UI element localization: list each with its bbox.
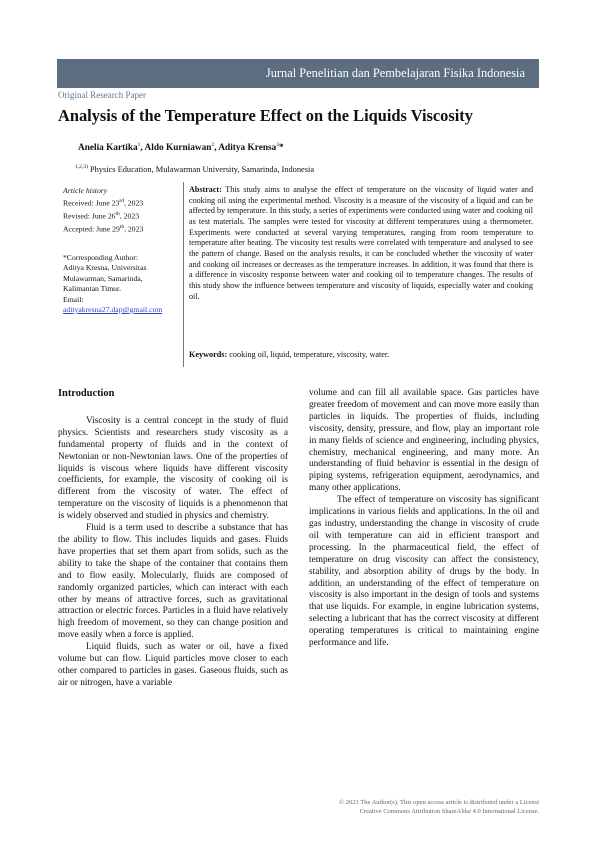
affiliation (75, 164, 314, 174)
paragraph: Fluid is a term used to describe a substance that has the ability to flow. This includes liquids and gases. Fluids have properties that set them apart from solids, such as the ability to take the shape of the container that contains them and to flow easily. Molecularly, fluids are composed of randomly organized particles, which can interact with each other by means of attractive forces, such as gravitational attraction or electric forces. Particles in a fluid have relatively high freedom of movement, so they can change position and move easily when a force is applied. (58, 523, 288, 641)
keywords (189, 350, 533, 359)
author-list (78, 142, 284, 153)
email-label: Email: (63, 294, 84, 304)
abstract-label: Abstract: (189, 185, 222, 194)
paragraph: The effect of temperature on viscosity has significant implications in various fields and applications. In the oil and gas industry, understanding the change in viscosity of crude oil with temperature can aid in efficient transport and processing. In the pharmaceutical field, the effect of temperature on drug viscosity can affect the consistency, stability, and absorption ability of drugs by the body. In addition, an understanding of the effect of temperature on viscosity is also important in the design of tools and systems that use liquids. For example, in engine lubrication systems, selecting a lubricant that has the correct viscosity at different operating temperatures is critical to maintaining engine performance and life. (309, 495, 539, 649)
sidebar-divider (183, 182, 184, 367)
article-history (63, 186, 183, 235)
abstract-text: This study aims to analyse the effect of temperature on the viscosity of liquid water and cooking oil using the experimental method. Viscosity is a measure of the viscosity of a liquid and can be affected by temperature. In this study, a series of experiments were conducted using water and cooking oil as test materials. The samples were tested for viscosity at different temperatures using a thermometer. Experiments were conducted at several varying temperatures, ranging from room temperature to temperature after heating. The viscosity test results were correlated with temperature and analysed to see the pattern of change. Based on the analysis results, it can be concluded whether the viscosity of water and cooking oil increases or decreases as the temperature increases. In addition, it was found that there is a difference in viscosity response between water and cooking oil to temperature changes. The results of this study show the influence between temperature and viscosity of liquids, especially water and cooking oil. (189, 185, 533, 301)
correspondence-line: Mulawarman, Samarinda, (63, 273, 143, 283)
author-name: Aldo Kurniawan (144, 143, 212, 154)
author-sup: 1 (137, 142, 141, 148)
column-left (58, 388, 288, 690)
correspondence-line: Kalimantan Timur. (63, 284, 122, 294)
author-sup: 3 (276, 142, 280, 148)
history-heading: Article history (63, 186, 108, 195)
author-name: Anelia Kartika (78, 143, 138, 154)
affiliation-text: Physics Education, Mulawarman University, Samarinda, Indonesia (87, 164, 315, 174)
paragraph: volume and can fill all available space. Gas particles have greater freedom of movement and can move more easily than particles in liquids. The properties of fluids, including viscosity, density, pressure, and flow, play an important role in many fields of science and engineering, including physics, chemistry, mechanical engineering, and many more. An understanding of fluid behavior is essential in the design of piping systems, refrigeration equipment, aerodynamics, and many other applications. (309, 388, 539, 494)
paragraph: Viscosity is a central concept in the study of fluid physics. Scientists and researchers study viscosity as a fundamental property of fluids and in the context of Newtonian or non-Newtonian laws. One of the properties of liquids is viscous where liquids have different viscosity coefficients, for example, the viscosity of cooking oil is different from the viscosity of water. The effect of temperature on the viscosity of liquids is a phenomenon that is widely observed and studied in physics and chemistry. (58, 415, 288, 522)
author-sup: 2 (211, 142, 215, 148)
journal-banner (57, 59, 539, 88)
license-line-2: Creative Commons Attribution ShareAlike 4.0 International License. (359, 808, 539, 815)
paragraph: Liquid fluids, such as water or oil, have a fixed volume but can flow. Liquid particles move closer to each other compared to particles in gases. Gaseous fluids, such as air or nitrogen, have a variable (58, 642, 288, 688)
accepted-date: Accepted: June 29th, 2023 (63, 224, 144, 234)
author-separator: * (279, 143, 284, 154)
column-right (309, 388, 539, 650)
author-name: Aditya Krensa (218, 143, 277, 154)
license-line-1: © 2023 The Author(s). This open access article is distributed under a Licensi (339, 799, 539, 806)
section-heading: Introduction (58, 388, 115, 399)
keywords-label: Keywords: (189, 350, 228, 359)
revised-date: Revised: June 26th, 2023 (63, 211, 140, 221)
journal-title: Jurnal Penelitian dan Pembelajaran Fisika Indonesia (265, 66, 525, 80)
correspondence-heading: *Corresponding Author: (63, 253, 138, 262)
email-link[interactable]: adityakresna27.dap@gmail.com (63, 305, 163, 315)
correspondence-line: Aditya Kresna, Universitas (63, 263, 147, 273)
author-separator: , (214, 143, 219, 154)
received-date: Received: June 23rd, 2023 (63, 198, 144, 208)
affiliation-sup: 1,2,3) (75, 164, 88, 170)
correspondence (63, 253, 181, 315)
author-separator: , (140, 143, 145, 154)
paper-title: Analysis of the Temperature Effect on the Liquids Viscosity (58, 106, 473, 125)
keywords-text: cooking oil, liquid, temperature, viscosity, water. (227, 350, 390, 359)
abstract (189, 185, 533, 302)
article-type: Original Research Paper (58, 90, 146, 100)
